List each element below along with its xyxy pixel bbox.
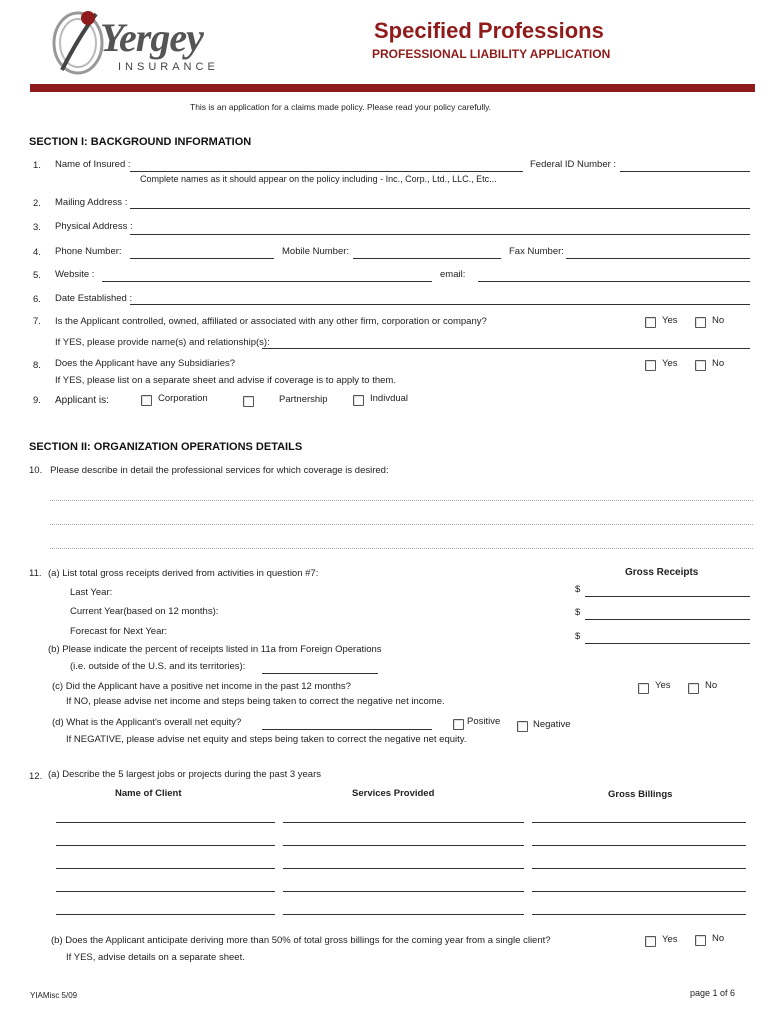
q12b-no-label: No <box>712 933 725 944</box>
billings-field-2[interactable] <box>532 845 746 846</box>
negative-label: Negative <box>533 719 571 730</box>
services-field-4[interactable] <box>283 891 524 892</box>
last-year-dollar: $ <box>575 584 581 595</box>
q11c-label: (c) Did the Applicant have a positive net income in the past 12 months? <box>52 681 351 692</box>
billings-field-4[interactable] <box>532 891 746 892</box>
q12-number: 12. <box>29 771 43 782</box>
mobile-field[interactable] <box>353 258 501 259</box>
q6-label: Date Established : <box>55 293 133 304</box>
positive-checkbox[interactable] <box>453 719 464 730</box>
footer-page-number: page 1 of 6 <box>690 988 736 998</box>
current-year-label: Current Year(based on 12 months): <box>70 606 219 617</box>
section2-heading: SECTION II: ORGANIZATION OPERATIONS DETAILS <box>29 441 303 453</box>
q1-label: Name of Insured : <box>55 159 131 170</box>
logo <box>48 8 238 78</box>
services-field-1[interactable] <box>283 822 524 823</box>
q12b-note: If YES, advise details on a separate sheet. <box>66 952 245 963</box>
relationship-field[interactable] <box>262 348 750 349</box>
services-description-line-2[interactable] <box>50 524 753 525</box>
partnership-label: Partnership <box>279 394 328 405</box>
q11c-note: If NO, please advise net income and steps being taken to correct the negative net income. <box>66 696 445 707</box>
email-label: email: <box>440 269 466 280</box>
q8-label: Does the Applicant have any Subsidiaries? <box>55 358 236 369</box>
q3-label: Physical Address : <box>55 221 133 232</box>
client-field-4[interactable] <box>56 891 275 892</box>
q12b-no-checkbox[interactable] <box>695 935 706 946</box>
intro-text: This is an application for a claims made policy. Please read your policy carefully. <box>190 102 492 112</box>
q8-followup: If YES, please list on a separate sheet and advise if coverage is to apply to them. <box>55 375 396 386</box>
q7-followup: If YES, please provide name(s) and relationship(s): <box>55 337 270 348</box>
q6-number: 6. <box>33 294 41 305</box>
q11b-label: (b) Please indicate the percent of receipts listed in 11a from Foreign Operations <box>48 644 382 655</box>
email-field[interactable] <box>478 281 750 282</box>
billings-field-1[interactable] <box>532 822 746 823</box>
website-label: Website : <box>55 269 95 280</box>
forecast-field[interactable] <box>585 643 750 644</box>
q9-label: Applicant is: <box>55 395 109 406</box>
services-field-3[interactable] <box>283 868 524 869</box>
date-established-field[interactable] <box>130 304 750 305</box>
document-title: Specified Professions <box>374 18 604 43</box>
gross-receipts-header: Gross Receipts <box>625 567 699 578</box>
logo-swirl-icon <box>48 8 108 78</box>
mailing-address-field[interactable] <box>130 208 750 209</box>
services-field-5[interactable] <box>283 914 524 915</box>
negative-checkbox[interactable] <box>517 721 528 732</box>
footer-form-code: YIAMisc 5/09 <box>30 991 78 1000</box>
q7-label: Is the Applicant controlled, owned, affiliated or associated with any other firm, corporation or company? <box>55 316 487 327</box>
q11c-yes-checkbox[interactable] <box>638 683 649 694</box>
individual-label: Indivdual <box>370 393 409 404</box>
client-field-2[interactable] <box>56 845 275 846</box>
q11a-label: (a) List total gross receipts derived from activities in question #7: <box>48 568 319 579</box>
q8-number: 8. <box>33 360 41 371</box>
individual-checkbox[interactable] <box>353 395 364 406</box>
forecast-dollar: $ <box>575 631 581 642</box>
q8-no-checkbox[interactable] <box>695 360 706 371</box>
client-field-1[interactable] <box>56 822 275 823</box>
website-field[interactable] <box>102 281 432 282</box>
q12b-label: (b) Does the Applicant anticipate deriving more than 50% of total gross billings for the coming year from a single client? <box>51 935 551 946</box>
client-field-5[interactable] <box>56 914 275 915</box>
q2-number: 2. <box>33 198 41 209</box>
positive-label: Positive <box>467 716 501 727</box>
federal-id-field[interactable] <box>620 171 750 172</box>
q3-number: 3. <box>33 222 41 233</box>
q12a-label: (a) Describe the 5 largest jobs or projects during the past 3 years <box>48 769 321 780</box>
client-field-3[interactable] <box>56 868 275 869</box>
billings-field-3[interactable] <box>532 868 746 869</box>
q5-number: 5. <box>33 270 41 281</box>
q2-label: Mailing Address : <box>55 197 128 208</box>
col-name-of-client: Name of Client <box>115 788 182 799</box>
billings-field-5[interactable] <box>532 914 746 915</box>
q11c-no-label: No <box>705 680 718 691</box>
q11d-label: (d) What is the Applicant's overall net equity? <box>52 717 242 728</box>
name-of-insured-field[interactable] <box>130 171 523 172</box>
fax-label: Fax Number: <box>509 246 564 257</box>
corporation-checkbox[interactable] <box>141 395 152 406</box>
q1-number: 1. <box>33 160 41 171</box>
foreign-percent-field[interactable] <box>262 673 378 674</box>
document-subtitle: PROFESSIONAL LIABILITY APPLICATION <box>372 47 611 61</box>
q1-note: Complete names as it should appear on the policy including - Inc., Corp., Ltd., LLC., Etc... <box>140 174 497 184</box>
logo-name: Yergey <box>100 15 203 60</box>
q7-no-checkbox[interactable] <box>695 317 706 328</box>
partnership-checkbox[interactable] <box>243 396 254 407</box>
q12b-yes-label: Yes <box>662 934 678 945</box>
q4-number: 4. <box>33 247 41 258</box>
q11d-note: If NEGATIVE, please advise net equity and steps being taken to correct the negative net equity. <box>66 734 467 745</box>
q7-number: 7. <box>33 316 41 327</box>
q8-yes-checkbox[interactable] <box>645 360 656 371</box>
last-year-field[interactable] <box>585 596 750 597</box>
federal-id-label: Federal ID Number : <box>530 159 617 170</box>
q12b-yes-checkbox[interactable] <box>645 936 656 947</box>
q7-yes-checkbox[interactable] <box>645 317 656 328</box>
net-equity-field[interactable] <box>262 729 432 730</box>
q9-number: 9. <box>33 395 41 406</box>
physical-address-field[interactable] <box>130 234 750 235</box>
services-description-line-1[interactable] <box>50 500 753 501</box>
q7-yes-label: Yes <box>662 315 678 326</box>
q8-yes-label: Yes <box>662 358 678 369</box>
q7-no-label: No <box>712 315 725 326</box>
mobile-label: Mobile Number: <box>282 246 350 257</box>
current-year-field[interactable] <box>585 619 750 620</box>
logo-sub: INSURANCE <box>118 61 219 73</box>
q8-no-label: No <box>712 358 725 369</box>
last-year-label: Last Year: <box>70 587 113 598</box>
q11c-no-checkbox[interactable] <box>688 683 699 694</box>
header-bar <box>30 84 755 92</box>
q10-label: 10. Please describe in detail the professional services for which coverage is desired: <box>29 465 389 476</box>
forecast-label: Forecast for Next Year: <box>70 626 168 637</box>
col-gross-billings: Gross Billings <box>608 789 673 800</box>
corporation-label: Corporation <box>158 393 208 404</box>
q11c-yes-label: Yes <box>655 680 671 691</box>
current-year-dollar: $ <box>575 607 581 618</box>
q11b-note: (i.e. outside of the U.S. and its territories): <box>70 661 246 672</box>
q11-number: 11. <box>29 568 42 579</box>
fax-field[interactable] <box>566 258 750 259</box>
services-field-2[interactable] <box>283 845 524 846</box>
services-description-line-3[interactable] <box>50 548 753 549</box>
phone-field[interactable] <box>130 258 274 259</box>
section1-heading: SECTION I: BACKGROUND INFORMATION <box>29 136 252 148</box>
phone-label: Phone Number: <box>55 246 122 257</box>
col-services-provided: Services Provided <box>352 788 435 799</box>
